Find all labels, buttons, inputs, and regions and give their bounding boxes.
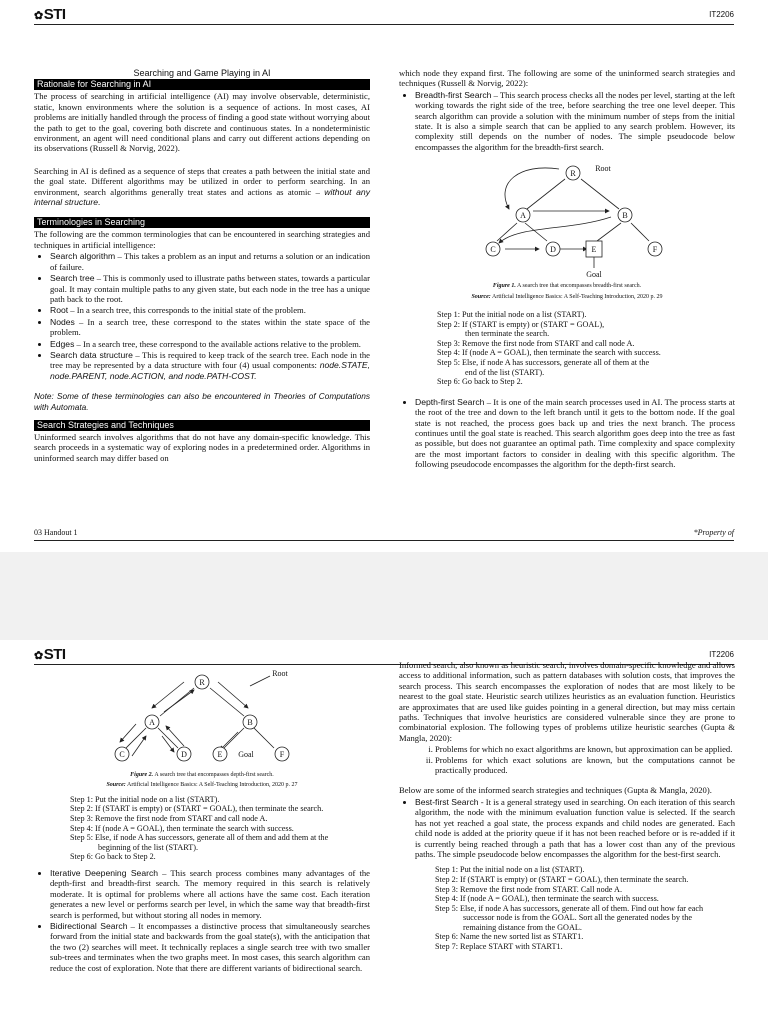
goal-label: Goal <box>238 750 254 759</box>
header-rule <box>34 24 734 25</box>
left-column <box>34 666 370 974</box>
right-column <box>399 660 735 952</box>
goal-label: Goal <box>586 270 602 280</box>
node-label: F <box>279 750 285 759</box>
breadth-first-tree-diagram <box>399 153 735 281</box>
list-item: • Best-first Search - It is a general strategy used in searching. On each iteration of this search algorithm, the node with the minimum evaluation function value is selected. If the search has not yet reached a goal state, the process expands and child nodes are generated. Each child node is added at the priority queue if it has not been reached before or is re-added if it is currently being reached through a path that has a lower cost than any of the previous paths. The simple pseudocode below encompasses the algorithm for the best-first search. <box>415 797 735 859</box>
section-heading-rationale: Rationale for Searching in AI <box>34 79 370 90</box>
root-label: Root <box>272 669 288 678</box>
list-item: • Root – In a search tree, this corresponds to the initial state of the problem. <box>50 305 370 315</box>
best-first-pseudocode: Step 1: Put the initial node on a list (START). Step 2: If (START is empty) or (START = GOAL), then terminate the search. Step 3: Remove the first node from START. Call node A. Step 4: If (node A = GOAL), then terminate the search with success. Step 5: Else, if node A has successors, generate all of them. Find out how far each successor node is from the GOAL. Sort all the generated nodes by the remaining distance from the GOAL. Step 6: Name the new sorted list as START1. Step 7: Replace START with START1. <box>435 865 704 952</box>
page-title: Searching and Game Playing in AI <box>133 68 271 78</box>
list-item: • Search algorithm – This takes a problem as an input and returns a solution or an indication of failure. <box>50 251 370 272</box>
figure-2-source: Source: Artificial Intelligence Basics: A Self-Teaching Introduction, 2020 p. 27 <box>106 782 298 789</box>
logo-mark-icon: ✿ <box>34 10 43 22</box>
course-code: IT2206 <box>709 10 734 19</box>
informed-list <box>399 797 735 859</box>
paragraph: The following are the common terminologies that can be encountered in searching strategies and techniques in artificial intelligence: <box>34 229 370 250</box>
node-label: R <box>199 678 205 687</box>
list-item: i. Problems for which no exact algorithms are known, but approximation can be applied. <box>435 744 735 754</box>
list-item: • Depth-first Search – It is one of the main search processes used in AI. The process starts at the root of the tree and down to the left branch until it gets to the bottom node. If the goal state is not reached, the process goes back up and tries the next branch. The process continues until the goal state is reached. This search algorithm goes deep into the tree as fast as possible, but does not guarantee an optimal path. Time complexity and space complexity are the most important factors to consider in dealing with this specific algorithm. The following pseudocode encompasses the algorithm for the depth-first search. <box>415 397 735 470</box>
node-label: C <box>119 750 125 759</box>
section-heading-strategies: Search Strategies and Techniques <box>34 420 370 431</box>
footer-left: 03 Handout 1 <box>34 528 78 537</box>
figure-1-source: Source: Artificial Intelligence Basics: A Self-Teaching Introduction, 2020 p. 29 <box>471 293 663 300</box>
node-label: A <box>149 718 155 727</box>
paragraph: Below are some of the informed search strategies and techniques (Gupta & Mangla, 2020). <box>399 785 712 796</box>
sti-logo: ✿STI <box>34 646 66 663</box>
list-item: • Iterative Deepening Search – This search process combines many advantages of the depth-first and breadth-first search. The memory required in this search is relatively moderate. It is optimal for problems where all actions have the same cost. Each iteration generates a new level or performs search per level, in which the same way that breadth-first search is performed, but without storing all nodes in memory. <box>50 868 370 920</box>
note: Note: Some of these terminologies can also be encountered in Theories of Computations with Automata. <box>34 391 370 412</box>
node-label: E <box>217 750 223 759</box>
node-label: B <box>622 211 628 221</box>
depth-first-tree-diagram <box>34 666 370 770</box>
uninformed-list-page2 <box>34 868 370 973</box>
section-heading-terminologies: Terminologies in Searching <box>34 217 370 228</box>
list-item: • Search data structure – This is required to keep track of the search tree. Each node in the tree may be represented by a data structure with four (4) usual components: node.STATE, node.PARENT, node.ACTION, and node.PATH-COST. <box>50 350 370 381</box>
right-column <box>399 68 735 471</box>
paragraph: Searching in AI is defined as a sequence of steps that creates a path between the initial state and the goal state. Different algorithms may be utilized in order to perform searching. In an environment, search algorithms generally treat states and actions as atomic – without any internal structure. <box>34 165 370 208</box>
node-label: A <box>520 211 526 221</box>
left-column <box>34 68 370 467</box>
node-label: E <box>591 245 597 255</box>
node-label: C <box>490 245 496 255</box>
course-code: IT2206 <box>709 650 734 659</box>
node-label: D <box>181 750 187 759</box>
root-label: Root <box>595 164 611 174</box>
list-item: ii. Problems for which exact solutions are known, but the computations cannot be practically produced. <box>435 755 735 776</box>
problem-list <box>399 744 735 775</box>
dfs-pseudocode: Step 1: Put the initial node on a list (START). Step 2: If (START is empty) or (START = GOAL), then terminate the search. Step 3: Remove the first node from START and call node A. Step 4: If (node A = GOAL), then terminate the search with success. Step 5: Else, if node A has successors, generate all of them and add them at the beginning of the list (START). Step 6: Go back to Step 2. <box>70 794 329 862</box>
list-item: • Nodes – In a search tree, these correspond to the states within the state space of the problem. <box>50 317 370 338</box>
page-gap <box>0 552 768 640</box>
node-label: R <box>570 169 576 179</box>
list-item: • Search tree – This is commonly used to illustrate paths between states, towards a particular goal. It may contain multiple paths to any given state, but each node in the tree has a unique path back to the root. <box>50 273 370 304</box>
bfs-pseudocode: Step 1: Put the initial node on a list (START). Step 2: If (START is empty) or (START = GOAL), then terminate the search. Step 3: Remove the first node from START and call node A. Step 4: If (node A = GOAL), then terminate the search with success. Step 5: Else, if node A has successors, generate all of them at the end of the list (START). Step 6: Go back to Step 2. <box>437 310 661 387</box>
figure-2-caption: Figure 2. A search tree that encompasses depth-first search. <box>130 772 274 778</box>
uninformed-list-continued <box>399 397 735 470</box>
list-item: • Breadth-first Search – This search process checks all the nodes per level, starting at the left working towards the right side of the tree, before searching the tree one level deeper. This search algorithm can provide a solution with the minimum number of steps from the initial state. It is also a simple search that can be applied to any search problem. However, its complexity still depends on the number of nodes. The simple pseudocode below encompasses the algorithm for the breadth-first search. <box>415 90 735 152</box>
uninformed-list <box>399 90 735 152</box>
paragraph: The process of searching in artificial intelligence (AI) may involve observable, deterministic, static, known environments where the solution is a sequence of actions. In most cases, AI problems are initially handled through the process of finding a good state without worrying about the path to get to the goal, covering both discrete and continuous states. In a nondeterministic environment, an agent will need conditional plans and carry out different actions depending on its observations (Russell & Norvig, 2022). <box>34 91 370 154</box>
node-label: B <box>247 718 253 727</box>
sti-logo: ✿STI <box>34 6 66 23</box>
figure-1-caption: Figure 1. A search tree that encompasses breadth-first search. <box>492 283 642 290</box>
footer-rule <box>34 540 734 541</box>
node-label: F <box>652 245 658 255</box>
list-item: • Edges – In a search tree, these correspond to the available actions relative to the problem. <box>50 339 370 349</box>
footer-right: *Property of <box>693 528 734 537</box>
paragraph: which node they expand first. The following are some of the uninformed search strategies and techniques (Russell & Norvig, 2022): <box>399 68 735 89</box>
list-item: • Bidirectional Search – It encompasses a distinctive process that simultaneously searches forward from the initial state and backwards from the goal state(s), with the anticipation that the two (2) searches will meet. It technically replaces a single search tree with two smaller sub-trees and terminates when the two graphs meet. In most cases, this search algorithm can reduce the cost of exploration. Note that there are different variants of bidirectional search. <box>50 921 370 973</box>
terminology-list <box>34 251 370 381</box>
handout-page-2 <box>0 640 768 1024</box>
logo-mark-icon: ✿ <box>34 650 43 662</box>
paragraph: Informed search, also known as heuristic search, involves domain-specific knowledge and allows access to additional information, such as pattern databases with solution costs, that improves the search process. This search encompasses the exploration of nodes that are most likely to be nearest to the goal state. Heuristic search utilizes heuristics as an evaluation function. Heuristics are approximates that are used like guides pointing in a general direction, but may miss certain paths. Techniques that involve heuristics are considered vulnerable since they are prone to combinatorial explosion. The following types of problems utilize heuristic searches (Gupta & Mangla, 2020): <box>399 660 735 743</box>
node-label: D <box>550 245 556 255</box>
paragraph: Uninformed search involves algorithms that do not have any domain-specific knowledge. This search proceeds in a systematic way of exploring nodes in a predetermined order. Algorithms in uninformed search may differ based on <box>34 431 370 463</box>
